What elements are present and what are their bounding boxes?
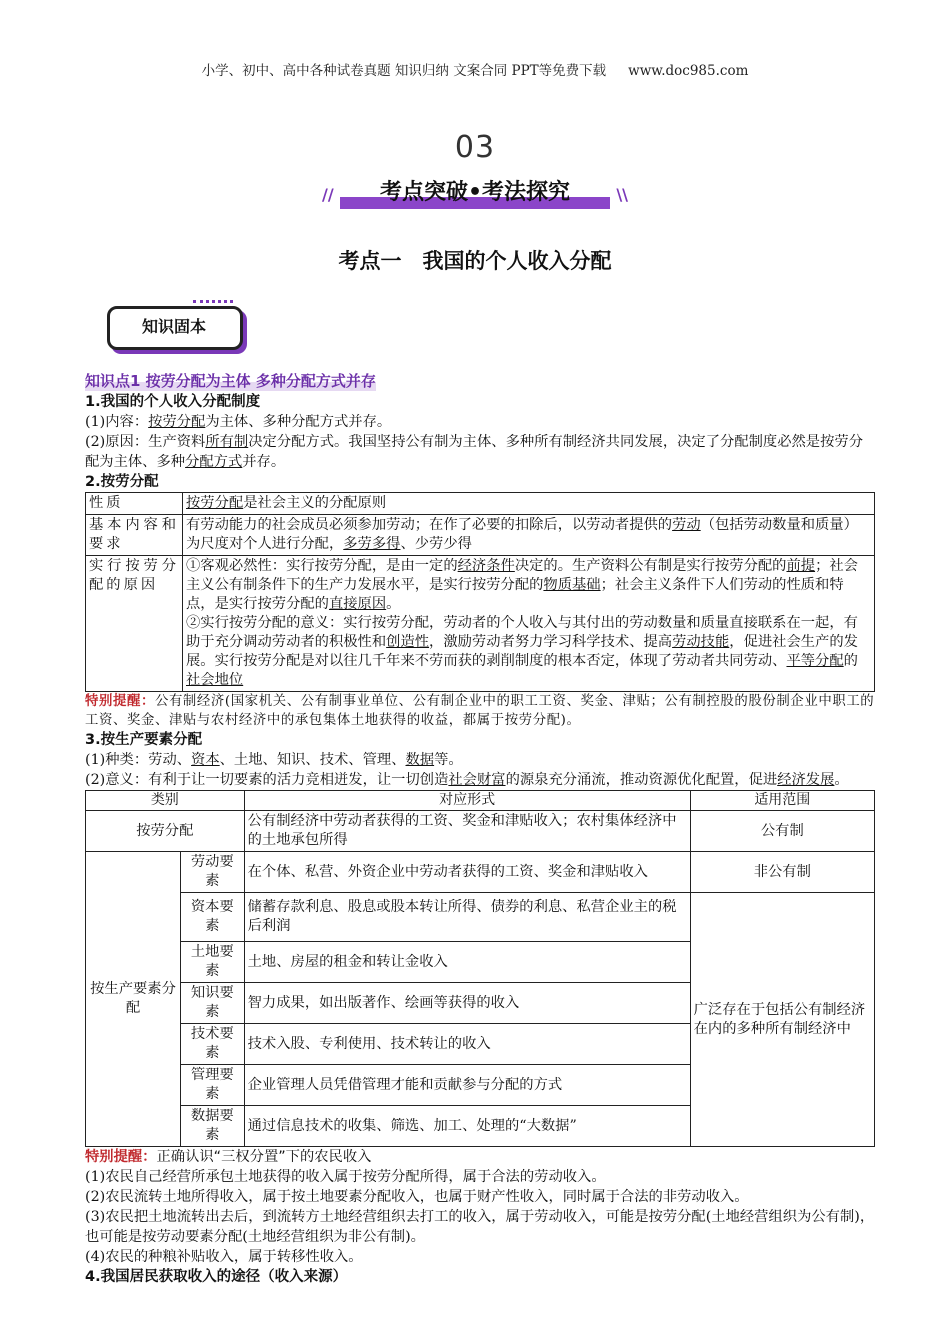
special-note-1: 特别提醒：公有制经济(国家机关、公有制事业单位、公有制企业中的职工工资、奖金、津贴；公有制控股的股份制企业中职工的工资、奖金、津贴与农村经济中的承包集体土地获得的收益，都属于按劳分配)。 <box>85 694 875 728</box>
table-value: 按劳分配是社会主义的分配原则 <box>183 493 875 515</box>
s4-heading: 4.我国居民获取收入的途径（收入来源） <box>85 1269 348 1285</box>
s1-para-2: (2)原因：生产资料所有制决定分配方式。我国坚持公有制为主体、多种所有制经济共同发展，决定了分配制度必然是按劳分配为主体、多种分配方式并存。 <box>85 434 863 470</box>
cell-sub: 资本要素 <box>181 893 245 942</box>
table-value: 有劳动能力的社会成员必须参加劳动；在作了必要的扣除后，以劳动者提供的劳动（包括劳动数量和质量）为尺度对个人进行分配，多劳多得、少劳少得 <box>183 515 875 556</box>
table-row <box>86 893 875 942</box>
note2-item: (2)农民流转土地所得收入，属于按土地要素分配收入，也属于财产性收入，同时属于合法的非劳动收入。 <box>85 1189 749 1205</box>
cell-form: 智力成果，如出版著作、绘画等获得的收入 <box>244 983 690 1024</box>
header-url[interactable]: www.doc985.com <box>628 63 749 79</box>
cell-scope-shared: 广泛存在于包括公有制经济在内的多种所有制经济中 <box>690 893 874 1147</box>
cell-scope: 非公有制 <box>690 852 874 893</box>
cell-form: 储蓄存款利息、股息或股本转让所得、债券的利息、私营企业主的税后利润 <box>244 893 690 942</box>
cell-form: 技术入股、专利使用、技术转让的收入 <box>244 1024 690 1065</box>
cell-sub: 技术要素 <box>181 1024 245 1065</box>
s1-para-1: (1)内容：按劳分配为主体、多种分配方式并存。 <box>85 414 392 430</box>
col-header: 适用范围 <box>690 791 874 811</box>
s3-heading: 3.按生产要素分配 <box>85 732 203 748</box>
knowledge-point-1: 知识点1 按劳分配为主体 多种分配方式并存 <box>85 372 376 390</box>
table-row <box>86 515 875 556</box>
cell-form: 通过信息技术的收集、筛选、加工、处理的“大数据” <box>244 1106 690 1147</box>
table-key: 基本内容和要求 <box>86 515 183 556</box>
section-number-text: 03 <box>454 130 496 165</box>
col-header: 对应形式 <box>244 791 690 811</box>
cell-category: 按劳分配 <box>86 811 245 852</box>
header-text: 小学、初中、高中各种试卷真题 知识归纳 文案合同 PPT等免费下载 <box>201 63 607 79</box>
table-row <box>86 556 875 692</box>
cell-sub: 管理要素 <box>181 1065 245 1106</box>
distribution-forms-table <box>85 790 875 1147</box>
note2-item: (4)农民的种粮补贴收入，属于转移性收入。 <box>85 1249 363 1265</box>
labor-distribution-table <box>85 492 875 692</box>
cell-form: 土地、房屋的租金和转让金收入 <box>244 942 690 983</box>
cell-scope: 公有制 <box>690 811 874 852</box>
banner-slash-left: // <box>322 185 334 204</box>
page-title: 考点一 我国的个人收入分配 <box>338 249 612 273</box>
table-header-row <box>86 791 875 811</box>
note2-item: (3)农民把土地流转出去后，到流转方土地经营组织去打工的收入，属于劳动收入，可能是按劳分配(土地经营组织为公有制)，也可能是按劳动要素分配(土地经营组织为非公有制)。 <box>85 1209 875 1245</box>
badge-text: 知识固本 <box>141 317 206 336</box>
cell-sub: 土地要素 <box>181 942 245 983</box>
table-row <box>86 493 875 515</box>
s3-para-1: (1)种类：劳动、资本、土地、知识、技术、管理、数据等。 <box>85 752 463 768</box>
cell-form: 在个体、私营、外资企业中劳动者获得的工资、奖金和津贴收入 <box>244 852 690 893</box>
table-row <box>86 811 875 852</box>
knowledge-badge <box>105 300 245 348</box>
banner-text: 考点突破•考法探究 <box>379 180 571 205</box>
section-banner <box>322 175 628 211</box>
s1-heading: 1.我国的个人收入分配制度 <box>85 394 261 410</box>
cell-sub: 知识要素 <box>181 983 245 1024</box>
table-key: 性质 <box>86 493 183 515</box>
cell-group: 按生产要素分配 <box>86 852 181 1147</box>
cell-form: 公有制经济中劳动者获得的工资、奖金和津贴收入；农村集体经济中的土地承包所得 <box>244 811 690 852</box>
s3-para-2: (2)意义：有利于让一切要素的活力竞相迸发，让一切创造社会财富的源泉充分涌流，推动资源优化配置，促进经济发展。 <box>85 772 849 788</box>
note2-item: (1)农民自己经营所承包土地获得的收入属于按劳分配所得，属于合法的劳动收入。 <box>85 1169 606 1185</box>
s2-heading: 2.按劳分配 <box>85 474 159 490</box>
section-number <box>445 130 505 165</box>
page-header <box>0 59 950 79</box>
table-value: ①客观必然性：实行按劳分配，是由一定的经济条件决定的。生产资料公有制是实行按劳分配的前提；社会主义公有制条件下的生产力发展水平，是实行按劳分配的物质基础；社会主义条件下人们劳动的性质和特点，是实行按劳分配的直接原因。 ②实行按劳分配的意义：实行按劳分配，劳动者的个人收入与其付出的劳动数量和质量直接联系在一起，有助于充分调动劳动者的积极性和创造性，激励劳动者努力学习科学技术、提高劳动技能，促进社会生产的发展。实行按劳分配是对以往几千年来不劳而获的剥削制度的根本否定，体现了劳动者共同劳动、平等分配的社会地位 <box>183 556 875 692</box>
banner-slash-right: \\ <box>616 185 628 204</box>
cell-sub: 数据要素 <box>181 1106 245 1147</box>
main-content <box>85 371 875 1287</box>
cell-sub: 劳动要素 <box>181 852 245 893</box>
special-note-2: 特别提醒：正确认识“三权分置”下的农民收入 <box>85 1149 372 1165</box>
table-row <box>86 852 875 893</box>
cell-form: 企业管理人员凭借管理才能和贡献参与分配的方式 <box>244 1065 690 1106</box>
col-header: 类别 <box>86 791 245 811</box>
table-key: 实行按劳分配的原因 <box>86 556 183 692</box>
